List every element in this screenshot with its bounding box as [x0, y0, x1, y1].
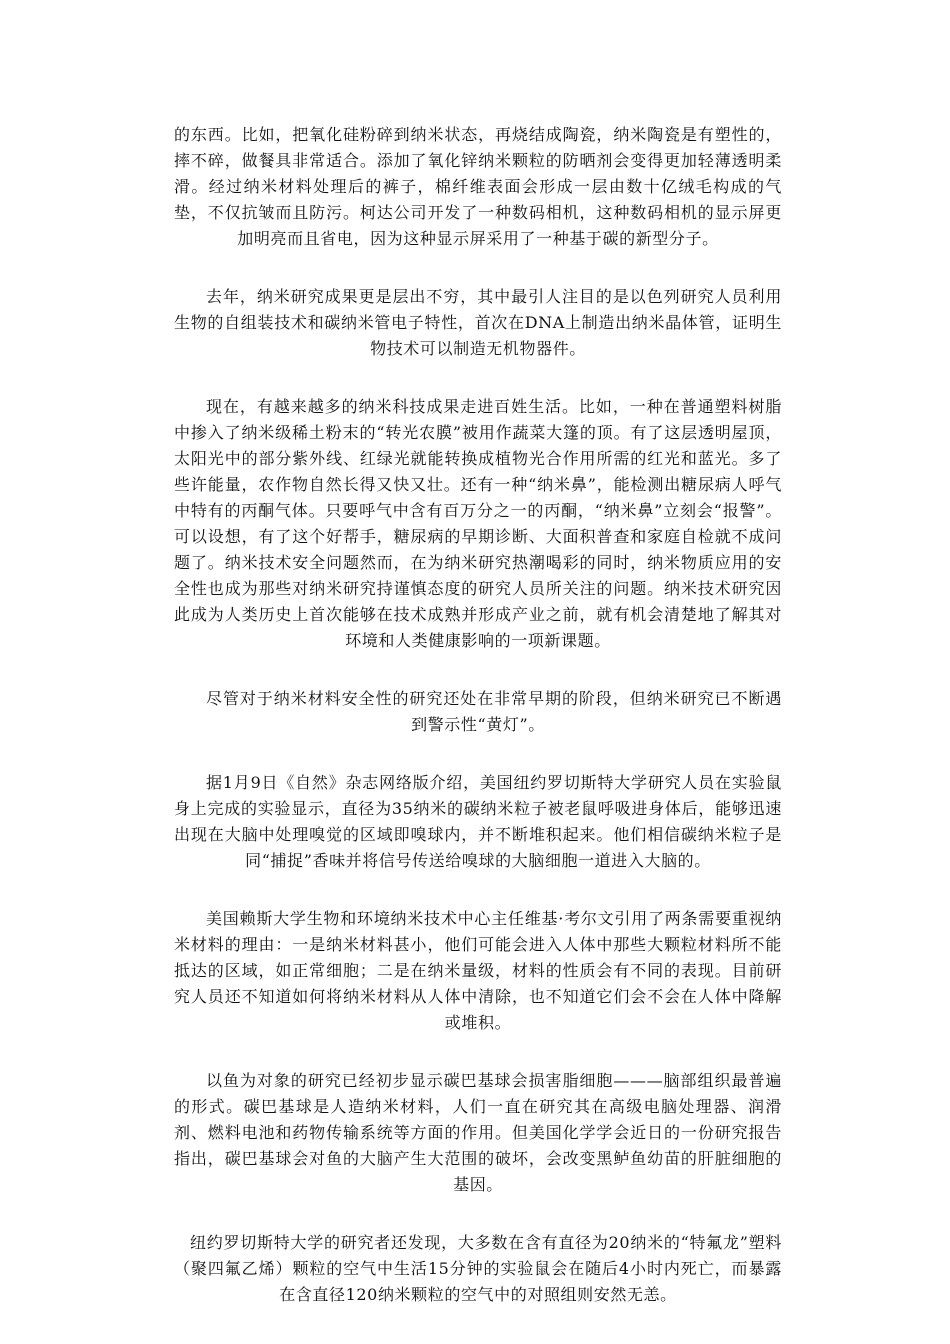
paragraph-nano-products-intro: 的东西。比如，把氧化硅粉碎到纳米状态，再烧结成陶瓷，纳米陶瓷是有塑性的，摔不碎，做餐具非常适合。添加了氧化锌纳米颗粒的防晒剂会变得更加轻薄透明柔滑。经过纳米材料处理后的裤子，棉纤维表面会形成一层由数十亿绒毛构成的气垫，不仅抗皱而且防污。柯达公司开发了一种数码相机，这种数码相机的显示屏更加明亮而且省电，因为这种显示屏采用了一种基于碳的新型分子。 — [174, 125, 782, 248]
paragraph-yellow-light: 尽管对于纳米材料安全性的研究还处在非常早期的阶段，但纳米研究已不断遇到警示性“黄灯”。 — [206, 689, 782, 734]
paragraph-nano-daily-life: 现在，有越来越多的纳米科技成果走进百姓生活。比如，一种在普通塑料树脂中掺入了纳米级稀土粉末的“转光农膜”被用作蔬菜大篷的顶。有了这层透明屋顶，太阳光中的部分紫外线、红绿光就能转换成植物光合作用所需的红光和蓝光。多了些许能量，农作物自然长得又快又壮。还有一种“纳米鼻”，能检测出糖尿病人呼气中特有的丙酮气体。只要呼气中含有百万分之一的丙酮，“纳米鼻”立刻会“报警”。可以设想，有了这个好帮手，糖尿病的早期诊断、大面积普查和家庭自检就不成问题了。纳米技术安全问题然而，在为纳米研究热潮喝彩的同时，纳米物质应用的安全性也成为那些对纳米研究持谨慎态度的研究人员所关注的问题。纳米技术研究因此成为人类历史上首次能够在技术成熟并形成产业之前，就有机会清楚地了解其对环境和人类健康影响的一项新课题。 — [174, 397, 782, 650]
paragraph-rice-university: 美国赖斯大学生物和环境纳米技术中心主任维基·考尔文引用了两条需要重视纳米材料的理由：一是纳米材料甚小，他们可能会进入人体中那些大颗粒材料所不能抵达的区域，如正常细胞；二是在纳米量级，材料的性质会有不同的表现。目前研究人员还不知道如何将纳米材料从人体中清除，也不知道它们会不会在人体中降解或堆积。 — [174, 909, 782, 1032]
paragraph-rochester-mice: 据1月9日《自然》杂志网络版介绍，美国纽约罗切斯特大学研究人员在实验鼠身上完成的实验显示，直径为35纳米的碳纳米粒子被老鼠呼吸进身体后，能够迅速出现在大脑中处理嗅觉的区域即嗅球内，并不断堆积起来。他们相信碳纳米粒子是同“捕捉”香味并将信号传送给嗅球的大脑细胞一道进入大脑的。 — [174, 773, 782, 870]
paragraph-buckyball-fish: 以鱼为对象的研究已经初步显示碳巴基球会损害脂细胞———脑部组织最普遍的形式。碳巴基球是人造纳米材料，人们一直在研究其在高级电脑处理器、润滑剂、燃料电池和药物传输系统等方面的作用。但美国化学学会近日的一份研究报告指出，碳巴基球会对鱼的大脑产生大范围的破坏，会改变黑鲈鱼幼苗的肝脏细胞的基因。 — [174, 1071, 782, 1194]
paragraph-dna-transistor: 去年，纳米研究成果更是层出不穷，其中最引人注目的是以色列研究人员利用生物的自组装技术和碳纳米管电子特性，首次在DNA上制造出纳米晶体管，证明生物技术可以制造无机物器件。 — [174, 287, 782, 358]
paragraph-teflon-particles: 纽约罗切斯特大学的研究者还发现，大多数在含有直径为20纳米的“特氟龙”塑料（聚四氟乙烯）颗粒的空气中生活15分钟的实验鼠会在随后4小时内死亡，而暴露在含直径120纳米颗粒的空气中的对照组则安然无恙。 — [174, 1233, 782, 1304]
document-body — [174, 122, 782, 1308]
